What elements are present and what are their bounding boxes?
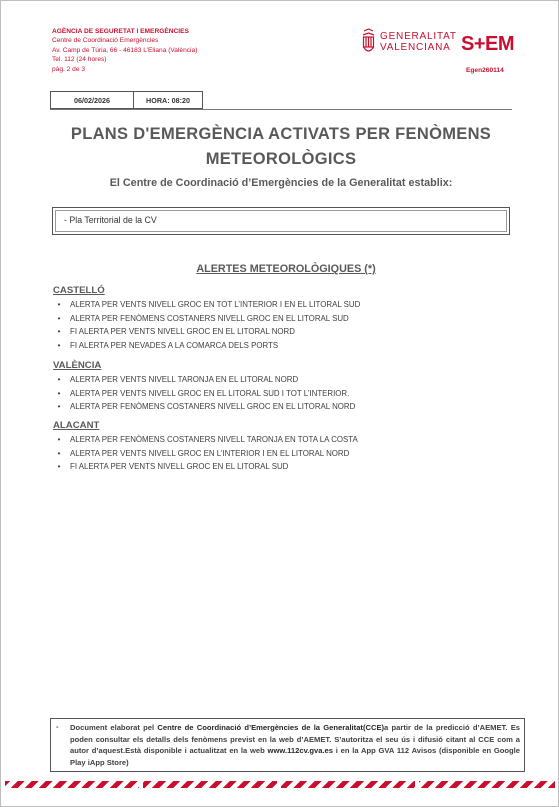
bullet-icon: • xyxy=(57,462,61,472)
alert-text: ALERTA PER FENÒMENS COSTANERS NIVELL GROC EN EL LITORAL NORD xyxy=(70,402,356,412)
generalitat-emblem-icon xyxy=(361,28,376,56)
footer-link[interactable]: www.112cv.gva.es xyxy=(267,746,333,755)
alert-text: ALERTA PER VENTS NIVELL TARONJA EN EL LITORAL NORD xyxy=(70,375,299,384)
region-name: CASTELLÓ xyxy=(53,285,105,296)
header-divider xyxy=(50,109,512,110)
bullet-icon: • xyxy=(57,435,61,444)
alert-text: ALERTA PER VENTS NIVELL GROC EN L’INTERIOR I EN EL LITORAL NORD xyxy=(70,448,350,458)
active-plan: - Pla Territorial de la CV xyxy=(64,215,157,225)
alert-item xyxy=(53,460,523,474)
bullet-icon: • xyxy=(57,402,61,412)
agency-phone: Tel. 112 (24 hores) xyxy=(52,56,107,64)
gva-logo-line2: VALENCIANA xyxy=(380,42,451,53)
generalitat-logo xyxy=(361,28,457,56)
alert-item xyxy=(53,387,523,401)
agency-name: AGÈNCIA DE SEGURETAT I EMERGÈNCIES xyxy=(52,28,189,35)
alert-text: FI ALERTA PER VENTS NIVELL GROC EN EL LITORAL NORD xyxy=(70,327,295,337)
page-subtitle: El Centre de Coordinació d’Emergències de la Generalitat establix: xyxy=(109,177,453,189)
bullet-icon: • xyxy=(57,375,61,384)
gva-logo-line1: GENERALITAT xyxy=(380,31,457,42)
region-name: ALACANT xyxy=(53,420,100,431)
alert-item xyxy=(53,433,523,447)
page-number: pàg. 2 de 3 xyxy=(52,65,85,73)
region-valencia xyxy=(53,360,523,414)
alert-item xyxy=(53,312,523,326)
alert-text: ALERTA PER FENÒMENS COSTANERS NIVELL GROC EN EL LITORAL SUD xyxy=(70,313,349,323)
issue-time: HORA: 08:20 xyxy=(146,95,190,105)
stripe-gap xyxy=(415,780,419,789)
region-alacant xyxy=(53,420,523,474)
alert-item xyxy=(53,298,523,312)
sem-logo: S+EM xyxy=(461,33,515,55)
footer-text-1: Document elaborat pel xyxy=(70,723,158,732)
alert-item xyxy=(53,400,523,414)
bullet-icon: • xyxy=(57,300,61,309)
footer-text-5: i en la App GVA 112 Avisos (disponible en Google Play iApp Store) xyxy=(70,746,520,767)
alert-text: FI ALERTA PER VENTS NIVELL GROC EN EL LITORAL SUD xyxy=(70,462,289,472)
footer-disclaimer xyxy=(50,718,525,772)
agency-block xyxy=(52,27,197,74)
alert-text: ALERTA PER VENTS NIVELL GROC EN TOT L’INTERIOR I EN EL LITORAL SUD xyxy=(70,300,361,309)
date-time-box xyxy=(50,91,203,109)
alert-text: FI ALERTA PER NEVADES A LA COMARCA DELS PORTS xyxy=(70,340,279,350)
agency-address: Av. Camp de Túria, 66 - 46183 L’Eliana (València) xyxy=(52,46,198,54)
bullet-icon: • xyxy=(57,388,61,398)
alert-item xyxy=(53,373,523,387)
alerts-heading: ALERTES METEOROLÒGIQUES (*) xyxy=(196,263,376,275)
bullet-icon: • xyxy=(57,340,61,350)
region-castello xyxy=(53,285,523,352)
region-name: VALÈNCIA xyxy=(53,360,102,371)
agency-centre: Centre de Coordinació Emergències xyxy=(52,37,159,45)
page-title: PLANS D'EMERGÈNCIA ACTIVATS PER FENÒMENS METEOROLÒGICS xyxy=(70,125,492,168)
alert-text: ALERTA PER FENÒMENS COSTANERS NIVELL TARONJA EN TOTA LA COSTA xyxy=(70,435,358,444)
alert-text: ALERTA PER VENTS NIVELL GROC EN EL LITORAL SUD I TOT L’INTERIOR. xyxy=(70,388,350,398)
footer-text xyxy=(70,722,520,768)
footer-text-2: Centre de Coordinació d’Emergències de la Generalitat(CCE) xyxy=(157,723,385,732)
document-code: Egen260114 xyxy=(466,67,504,74)
alert-item xyxy=(53,339,523,353)
footer-dash: - xyxy=(56,722,59,731)
footer-text-3: a partir de la predicció d’AEMET. Es poden consultar els detalls dels fenòmens previst en la web d’AEMET. S’autoritza el seu ús i difusió citant al CCE com a autor d’aquest.Està disponible i actualitzat en la web xyxy=(70,723,520,755)
stripe-gap xyxy=(139,780,143,789)
bullet-icon: • xyxy=(57,327,61,337)
bullet-icon: • xyxy=(57,448,61,458)
active-plan-box xyxy=(52,207,510,235)
alert-item xyxy=(53,447,523,461)
alert-item xyxy=(53,325,523,339)
stripe-gap xyxy=(277,780,281,789)
issue-date: 06/02/2026 xyxy=(51,92,134,108)
bullet-icon: • xyxy=(57,313,61,323)
